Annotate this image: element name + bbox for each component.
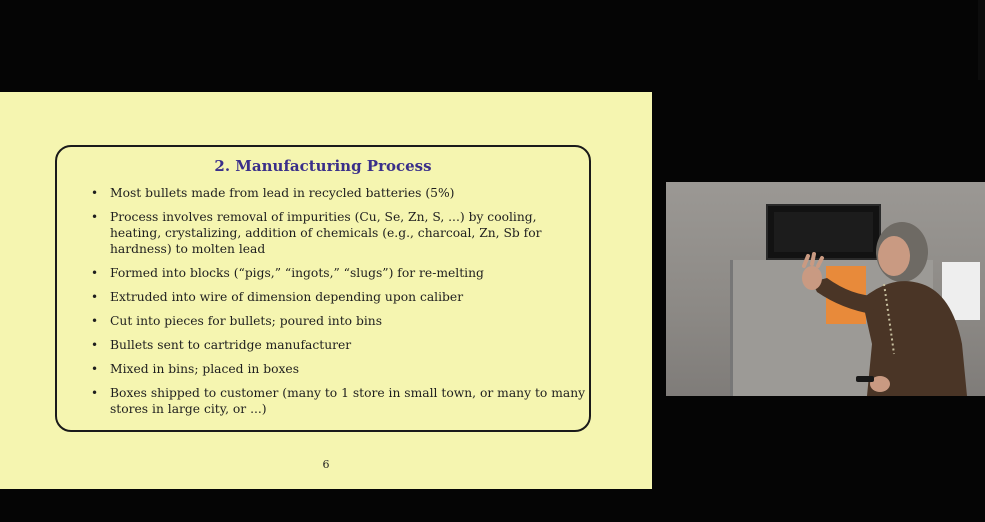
slide-page-number: 6	[322, 458, 330, 471]
list-item	[91, 313, 587, 329]
list-item	[91, 265, 587, 281]
bullet-text: Process involves removal of impurities (Cu, Se, Zn, S, ...) by cooling, heating, crystalizing, addition of chemicals (e.g., charcoal, Zn, Sb for hardness) to molten lead	[110, 210, 542, 256]
presenter-video-feed	[666, 182, 985, 396]
bullet-text: Mixed in bins; placed in boxes	[110, 362, 300, 376]
bullet-icon: •	[91, 386, 99, 400]
bullet-icon: •	[91, 290, 99, 304]
bullet-icon: •	[91, 266, 99, 280]
bullet-icon: •	[91, 186, 99, 200]
slide-title: 2. Manufacturing Process	[214, 157, 432, 175]
bullet-text: Formed into blocks (“pigs,” “ingots,” “slugs”) for re-melting	[110, 266, 484, 280]
list-item	[91, 209, 587, 257]
bullet-text: Most bullets made from lead in recycled batteries (5%)	[110, 186, 455, 200]
presenter-figure	[772, 204, 982, 396]
bullet-text: Boxes shipped to customer (many to 1 store in small town, or many to many stores in large city, or ...)	[110, 386, 586, 416]
bullet-list	[91, 185, 587, 425]
bullet-text: Extruded into wire of dimension depending upon caliber	[110, 290, 464, 304]
edge-scrollbar	[978, 0, 985, 80]
bullet-icon: •	[91, 210, 99, 224]
slide-content-frame	[55, 145, 591, 432]
bullet-text: Bullets sent to cartridge manufacturer	[110, 338, 352, 352]
bullet-icon: •	[91, 338, 99, 352]
list-item	[91, 337, 587, 353]
bullet-text: Cut into pieces for bullets; poured into bins	[110, 314, 383, 328]
presentation-slide	[0, 92, 652, 489]
bullet-icon: •	[91, 314, 99, 328]
bullet-icon: •	[91, 362, 99, 376]
list-item	[91, 361, 587, 377]
list-item	[91, 289, 587, 305]
list-item	[91, 385, 587, 417]
list-item	[91, 185, 587, 201]
